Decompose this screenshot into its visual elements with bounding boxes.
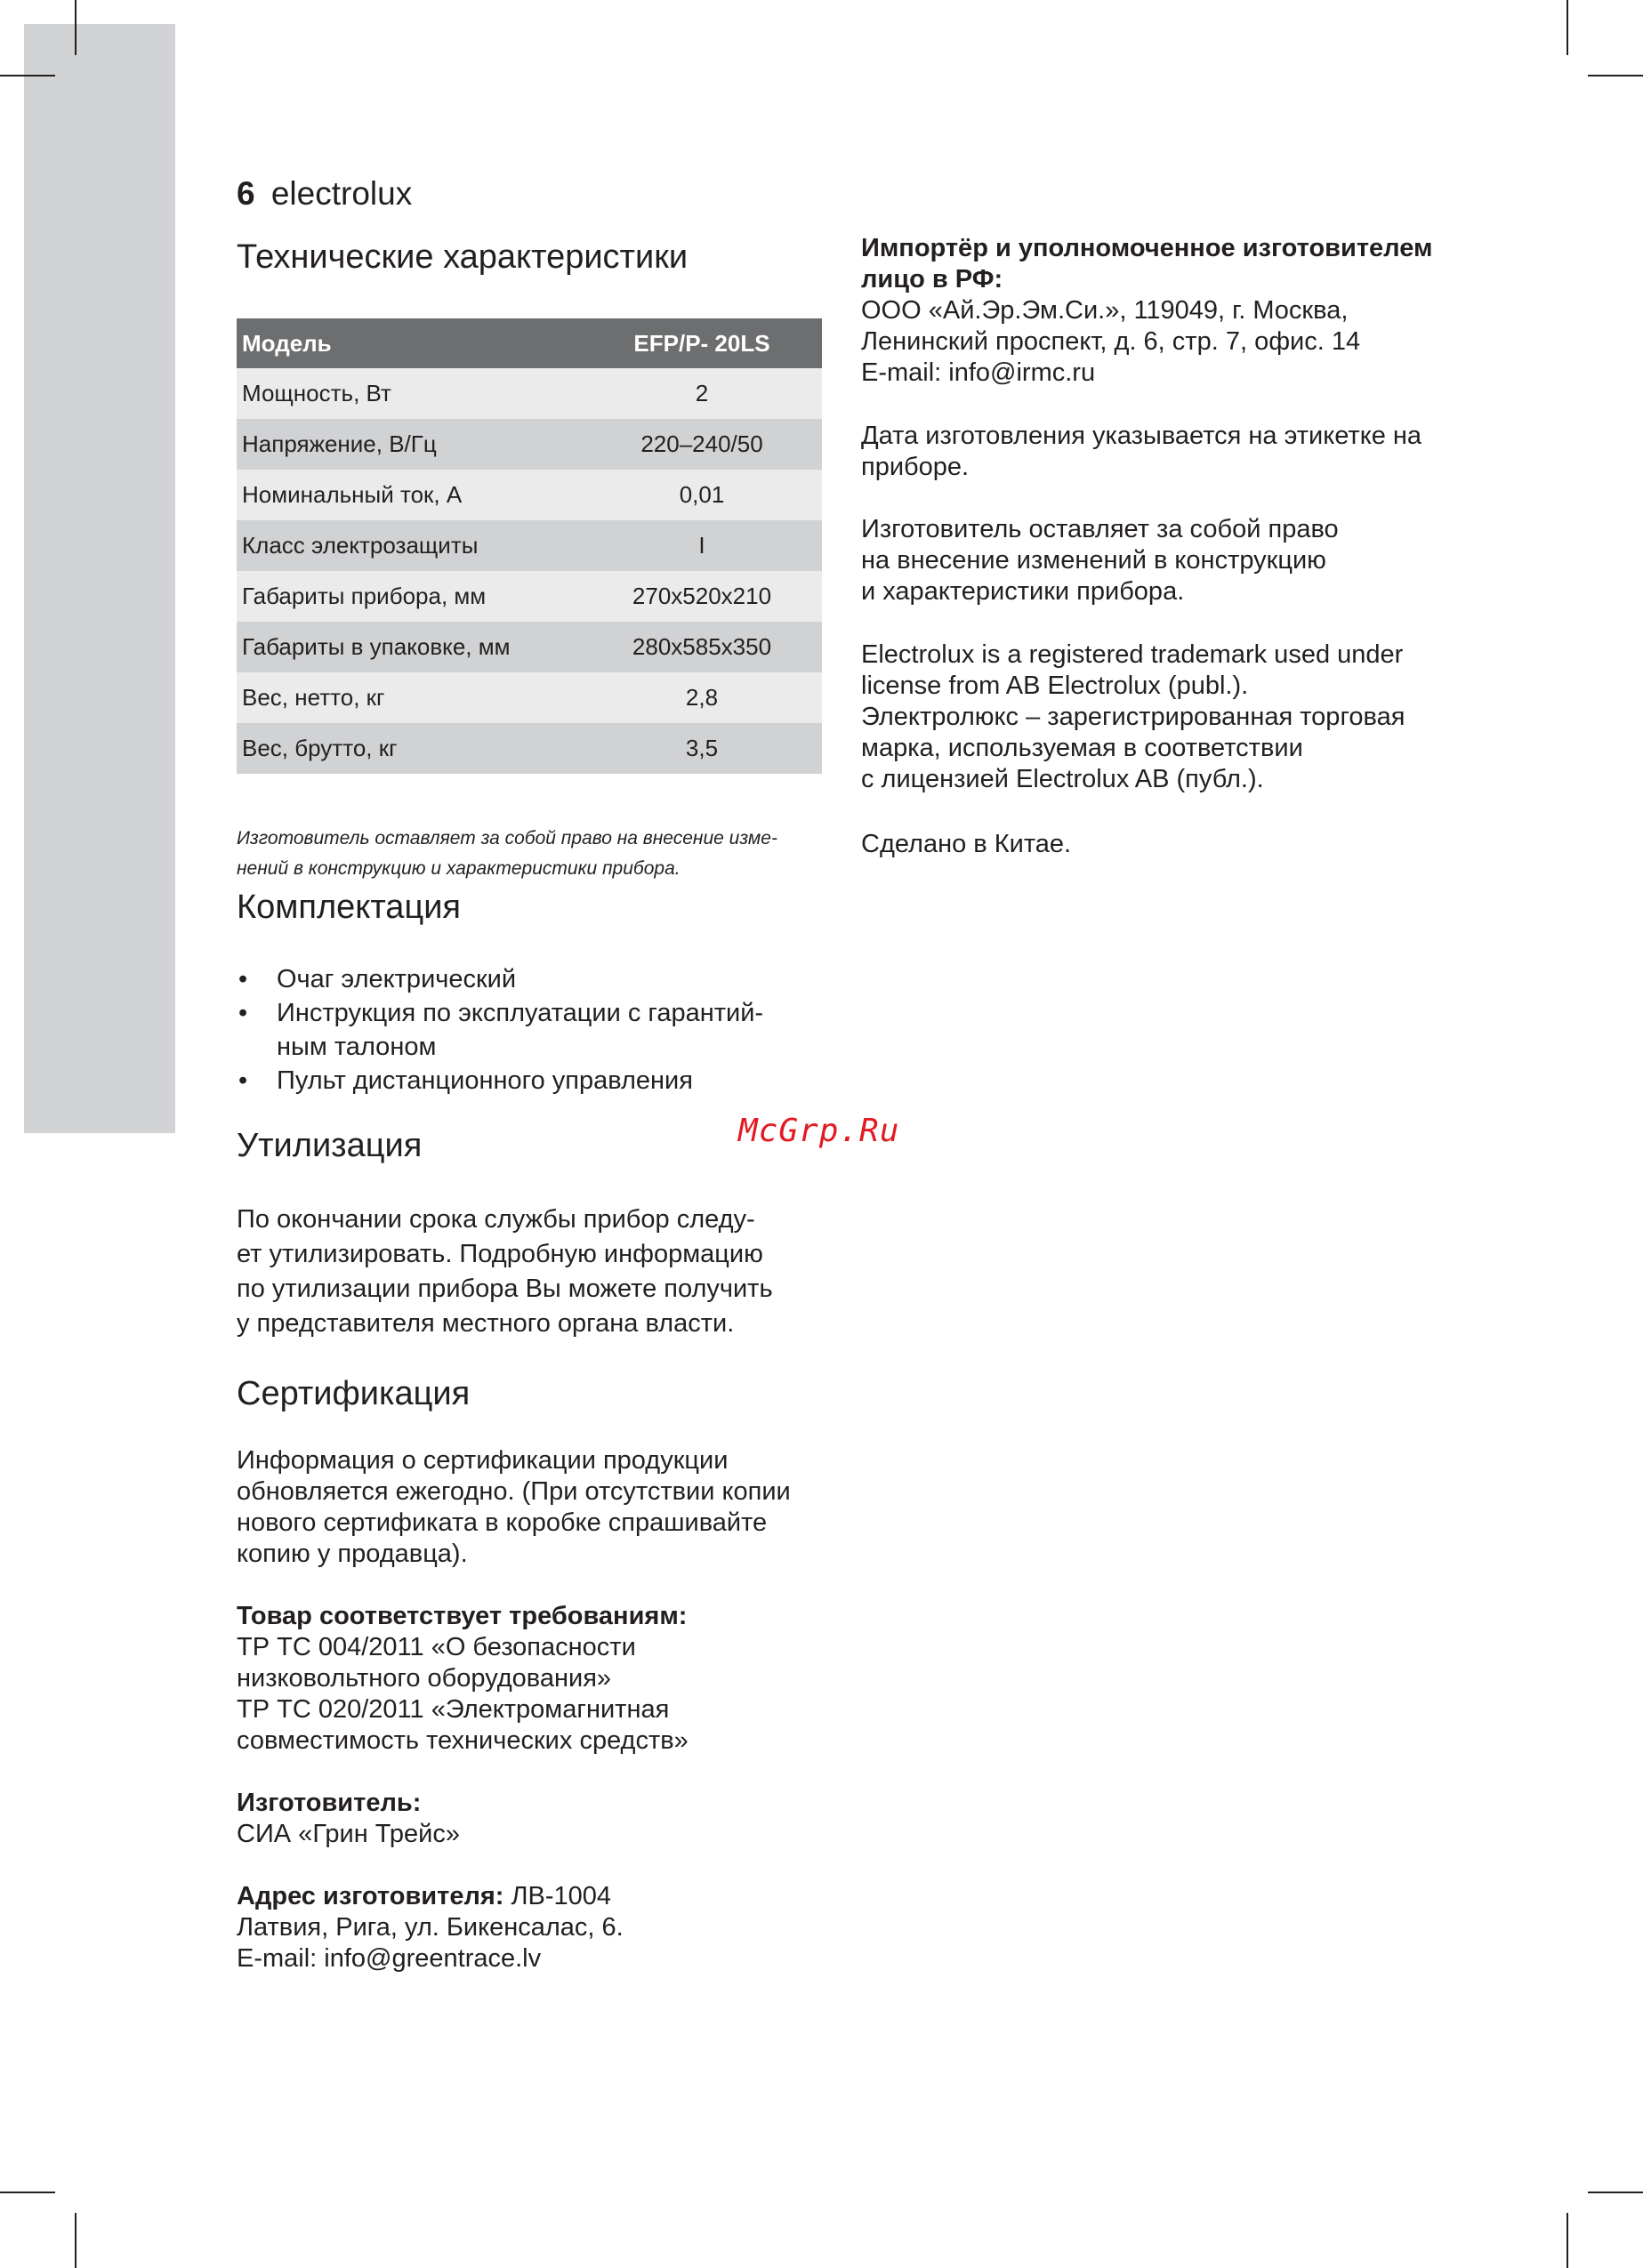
text-line: низковольтного оборудования»	[237, 1664, 612, 1693]
specs-table	[237, 318, 822, 774]
address-line	[237, 1881, 842, 1912]
crop-mark	[75, 2213, 77, 2268]
watermark-text: McGrp.Ru	[738, 1113, 900, 1149]
spec-name: Класс электрозащиты	[237, 520, 582, 571]
crop-mark	[1588, 75, 1643, 76]
text-line: ТР ТС 004/2011 «О безопасности	[237, 1633, 636, 1661]
manufacturer-block	[237, 1788, 842, 1850]
crop-mark	[1588, 2192, 1643, 2193]
table-row	[237, 622, 822, 672]
spec-name: Вес, брутто, кг	[237, 723, 582, 774]
address-label: Адрес изготовителя:	[237, 1882, 504, 1910]
text-line: совместимость технических средств»	[237, 1726, 689, 1755]
text-line: По окончании срока службы прибор следу-	[237, 1205, 755, 1234]
table-row	[237, 672, 822, 723]
compliance-block	[237, 1601, 842, 1757]
address-line: Латвия, Рига, ул. Бикенсалас, 6.	[237, 1913, 624, 1942]
text-line: приборе.	[861, 453, 970, 481]
text-line: обновляется ежегодно. (При отсутствии копии	[237, 1477, 791, 1506]
grey-side-tab	[24, 24, 175, 1133]
crop-mark	[0, 75, 55, 76]
manufacturer-label: Изготовитель:	[237, 1789, 422, 1817]
kit-title: Комплектация	[237, 889, 462, 926]
table-row	[237, 520, 822, 571]
crop-mark	[1566, 2213, 1568, 2268]
trademark-paragraph	[861, 639, 1502, 795]
address-block	[237, 1881, 842, 1974]
specs-title: Технические характеристики	[237, 238, 689, 276]
list-item: • Очаг электрический	[237, 962, 824, 996]
disposal-title: Утилизация	[237, 1127, 423, 1164]
list-item: • Пульт дистанционного управления	[237, 1064, 824, 1098]
date-paragraph	[861, 421, 1502, 483]
specs-header-name: Модель	[237, 318, 582, 368]
text-line: и характеристики прибора.	[861, 577, 1185, 606]
text-line: Изготовитель оставляет за собой право	[861, 515, 1339, 543]
text-line: нового сертификата в коробке спрашивайте	[237, 1508, 768, 1537]
list-item-line: ным талоном	[277, 1033, 437, 1061]
spec-name: Вес, нетто, кг	[237, 672, 582, 723]
table-row	[237, 419, 822, 470]
spec-name: Номинальный ток, А	[237, 470, 582, 520]
note-line: нений в конструкцию и характеристики прибора.	[237, 858, 681, 879]
spec-value: 2	[582, 368, 822, 419]
specs-header-value: EFP/P- 20LS	[582, 318, 822, 368]
text-line: по утилизации прибора Вы можете получить	[237, 1275, 773, 1303]
importer-title: Импортёр и уполномоченное изготовителем	[861, 234, 1433, 262]
rights-paragraph	[861, 514, 1502, 607]
text-line: у представителя местного органа власти.	[237, 1309, 735, 1338]
text-line: license from AB Electrolux (publ.).	[861, 672, 1249, 700]
specs-header-row	[237, 318, 822, 368]
text-line: на внесение изменений в конструкцию	[861, 546, 1326, 575]
origin-text: Сделано в Китае.	[861, 830, 1072, 858]
list-item-line: • Инструкция по эксплуатации с гарантий-	[277, 999, 764, 1027]
crop-mark	[1566, 0, 1568, 55]
certification-title: Сертификация	[237, 1375, 471, 1412]
text-line: Дата изготовления указывается на этикетке на	[861, 422, 1422, 450]
text-line: марка, используемая в соответствии	[861, 734, 1303, 762]
text-line: ет утилизировать. Подробную информацию	[237, 1240, 763, 1268]
table-row	[237, 368, 822, 419]
spec-name: Габариты в упаковке, мм	[237, 622, 582, 672]
page-header	[237, 172, 412, 216]
importer-title: лицо в РФ:	[861, 265, 1003, 294]
email-text: E-mail: info@greentrace.lv	[237, 1944, 542, 1973]
table-row	[237, 723, 822, 774]
spec-name: Габариты прибора, мм	[237, 571, 582, 622]
spec-value: 0,01	[582, 470, 822, 520]
crop-mark	[75, 0, 77, 55]
page-number: 6	[237, 175, 255, 212]
certification-text	[237, 1445, 842, 1570]
crop-mark	[0, 2192, 55, 2193]
brand-name: electrolux	[270, 175, 413, 212]
text-line: Electrolux is a registered trademark used under	[861, 640, 1404, 669]
importer-block	[861, 233, 1502, 389]
compliance-label: Товар соответствует требованиям:	[237, 1602, 688, 1630]
text-line: копию у продавца).	[237, 1540, 468, 1568]
spec-value: I	[582, 520, 822, 571]
text-line: с лицензией Electrolux AB (публ.).	[861, 765, 1264, 793]
text-line: Ленинский проспект, д. 6, стр. 7, офис. 14	[861, 327, 1361, 356]
text-line: Информация о сертификации продукции	[237, 1446, 729, 1475]
text-line: ТР ТС 020/2011 «Электромагнитная	[237, 1695, 670, 1724]
disposal-text	[237, 1202, 842, 1341]
text-line: Электролюкс – зарегистрированная торговая	[861, 703, 1405, 731]
table-row	[237, 470, 822, 520]
address-postcode: ЛВ-1004	[503, 1882, 612, 1910]
spec-value: 220–240/50	[582, 419, 822, 470]
spec-name: Напряжение, В/Гц	[237, 419, 582, 470]
note-line: Изготовитель оставляет за собой право на внесение изме-	[237, 828, 777, 848]
spec-value: 270x520x210	[582, 571, 822, 622]
spec-value: 2,8	[582, 672, 822, 723]
kit-list	[237, 962, 824, 1098]
specs-note	[237, 824, 824, 884]
spec-value: 280x585x350	[582, 622, 822, 672]
table-row	[237, 571, 822, 622]
text-line: E-mail: info@irmc.ru	[861, 358, 1096, 387]
list-item	[237, 996, 824, 1064]
text-line: ООО «Ай.Эр.Эм.Си.», 119049, г. Москва,	[861, 296, 1349, 325]
spec-value: 3,5	[582, 723, 822, 774]
manufacturer-name: СИА «Грин Трейс»	[237, 1820, 460, 1848]
spec-name: Мощность, Вт	[237, 368, 582, 419]
